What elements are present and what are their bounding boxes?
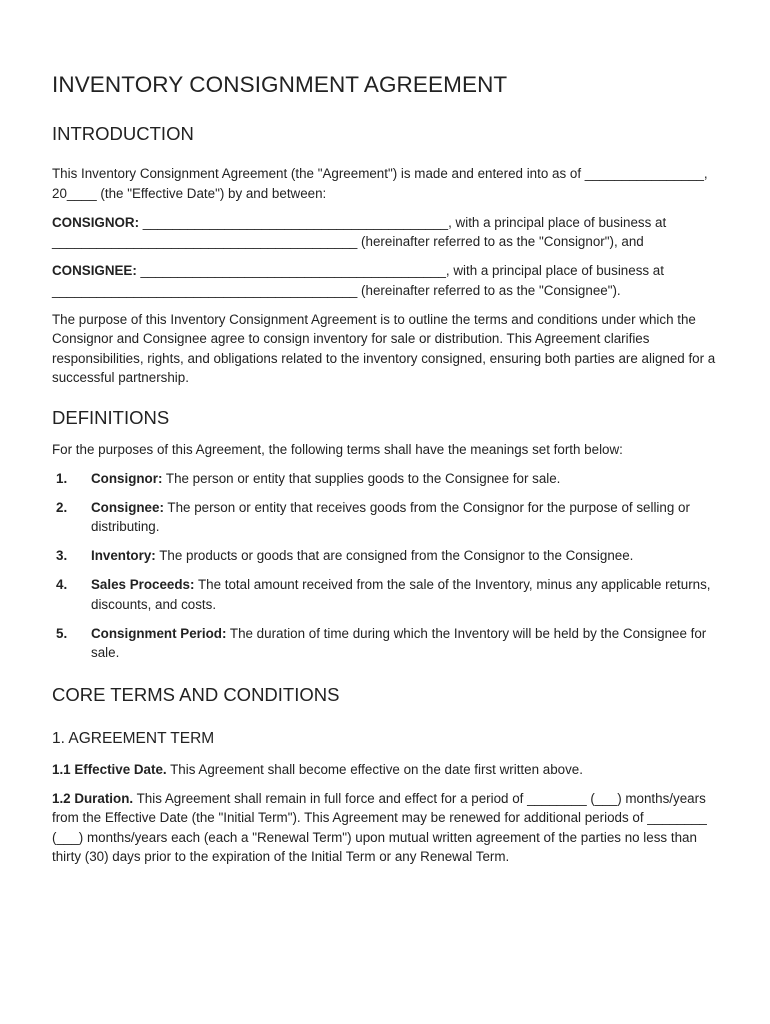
definition-term: Inventory: <box>91 548 156 563</box>
core-terms-heading: CORE TERMS AND CONDITIONS <box>52 683 340 705</box>
definition-term: Consignment Period: <box>91 625 227 641</box>
definition-text: The products or goods that are consigned from the Consignor to the Consignee. <box>155 548 634 563</box>
agreement-term-heading: 1. AGREEMENT TERM <box>52 729 215 747</box>
definition-text: The person or entity that receives goods from the Consignor for the purpose of selling or distributing. <box>91 499 690 534</box>
clause-1-2-label: 1.2 Duration. <box>52 790 134 806</box>
definition-number: 1. <box>56 470 68 486</box>
clause-1-1-text: This Agreement shall become effective on the date first written above. <box>166 761 583 777</box>
definition-item <box>52 498 724 537</box>
definition-number: 5. <box>56 625 68 641</box>
definition-item <box>52 624 724 663</box>
definitions-heading: DEFINITIONS <box>52 406 170 428</box>
consignor-label: CONSIGNOR: <box>52 214 140 230</box>
definition-item <box>52 469 724 489</box>
clause-1-1-label: 1.1 Effective Date. <box>52 761 167 777</box>
purpose-paragraph: The purpose of this Inventory Consignment Agreement is to outline the terms and conditions under which the Consignor and Consignee agree to consign inventory for sale or distribution. This Agreement clarifies responsibilities, rights, and obligations related to the inventory consigned, ensuring both parties are aligned for a successful partnership. <box>52 311 716 385</box>
introduction-paragraph: This Inventory Consignment Agreement (the "Agreement") is made and entered into as of ________________, 20____ (the "Effective Date") by and between: <box>52 166 708 201</box>
definition-item <box>52 546 724 566</box>
definition-number: 4. <box>56 577 68 592</box>
definition-term: Consignor: <box>91 470 163 486</box>
definition-term: Sales Proceeds: <box>91 577 195 592</box>
consignee-text: _________________________________________, with a principal place of business at _________________________________________ (hereinafter referred to as the "Consignee"). <box>52 263 664 298</box>
consignor-paragraph <box>52 213 724 252</box>
definition-text: The person or entity that supplies goods to the Consignee for sale. <box>162 470 561 486</box>
consignee-label: CONSIGNEE: <box>52 263 137 278</box>
clause-1-1 <box>52 760 724 780</box>
document-body <box>52 70 724 867</box>
document-title: INVENTORY CONSIGNMENT AGREEMENT <box>52 72 508 97</box>
clause-1-2 <box>52 789 724 867</box>
definition-text: The duration of time during which the Inventory will be held by the Consignee for sale. <box>91 625 707 660</box>
definitions-lead: For the purposes of this Agreement, the following terms shall have the meanings set forth below: <box>52 441 623 457</box>
definition-number: 3. <box>56 548 68 563</box>
definition-term: Consignee: <box>91 499 164 515</box>
consignor-text: _________________________________________, with a principal place of business at _________________________________________ (hereinafter referred to as the "Consignor"), and <box>52 214 667 249</box>
clause-1-2-text: This Agreement shall remain in full force and effect for a period of ________ (___) months/years from the Effective Date (the "Initial Term"). This Agreement may be renewed for additional periods of ________ (___) months/years each (each a "Renewal Term") upon mutual written agreement of the parties no less than thirty (30) days prior to the expiration of the Initial Term or any Renewal Term. <box>52 790 707 864</box>
definition-number: 2. <box>56 499 68 515</box>
definition-item <box>52 575 724 614</box>
definition-text: The total amount received from the sale of the Inventory, minus any applicable returns, discounts, and costs. <box>91 577 711 612</box>
consignee-paragraph <box>52 261 724 300</box>
definitions-list <box>52 469 724 663</box>
introduction-heading: INTRODUCTION <box>52 123 194 144</box>
